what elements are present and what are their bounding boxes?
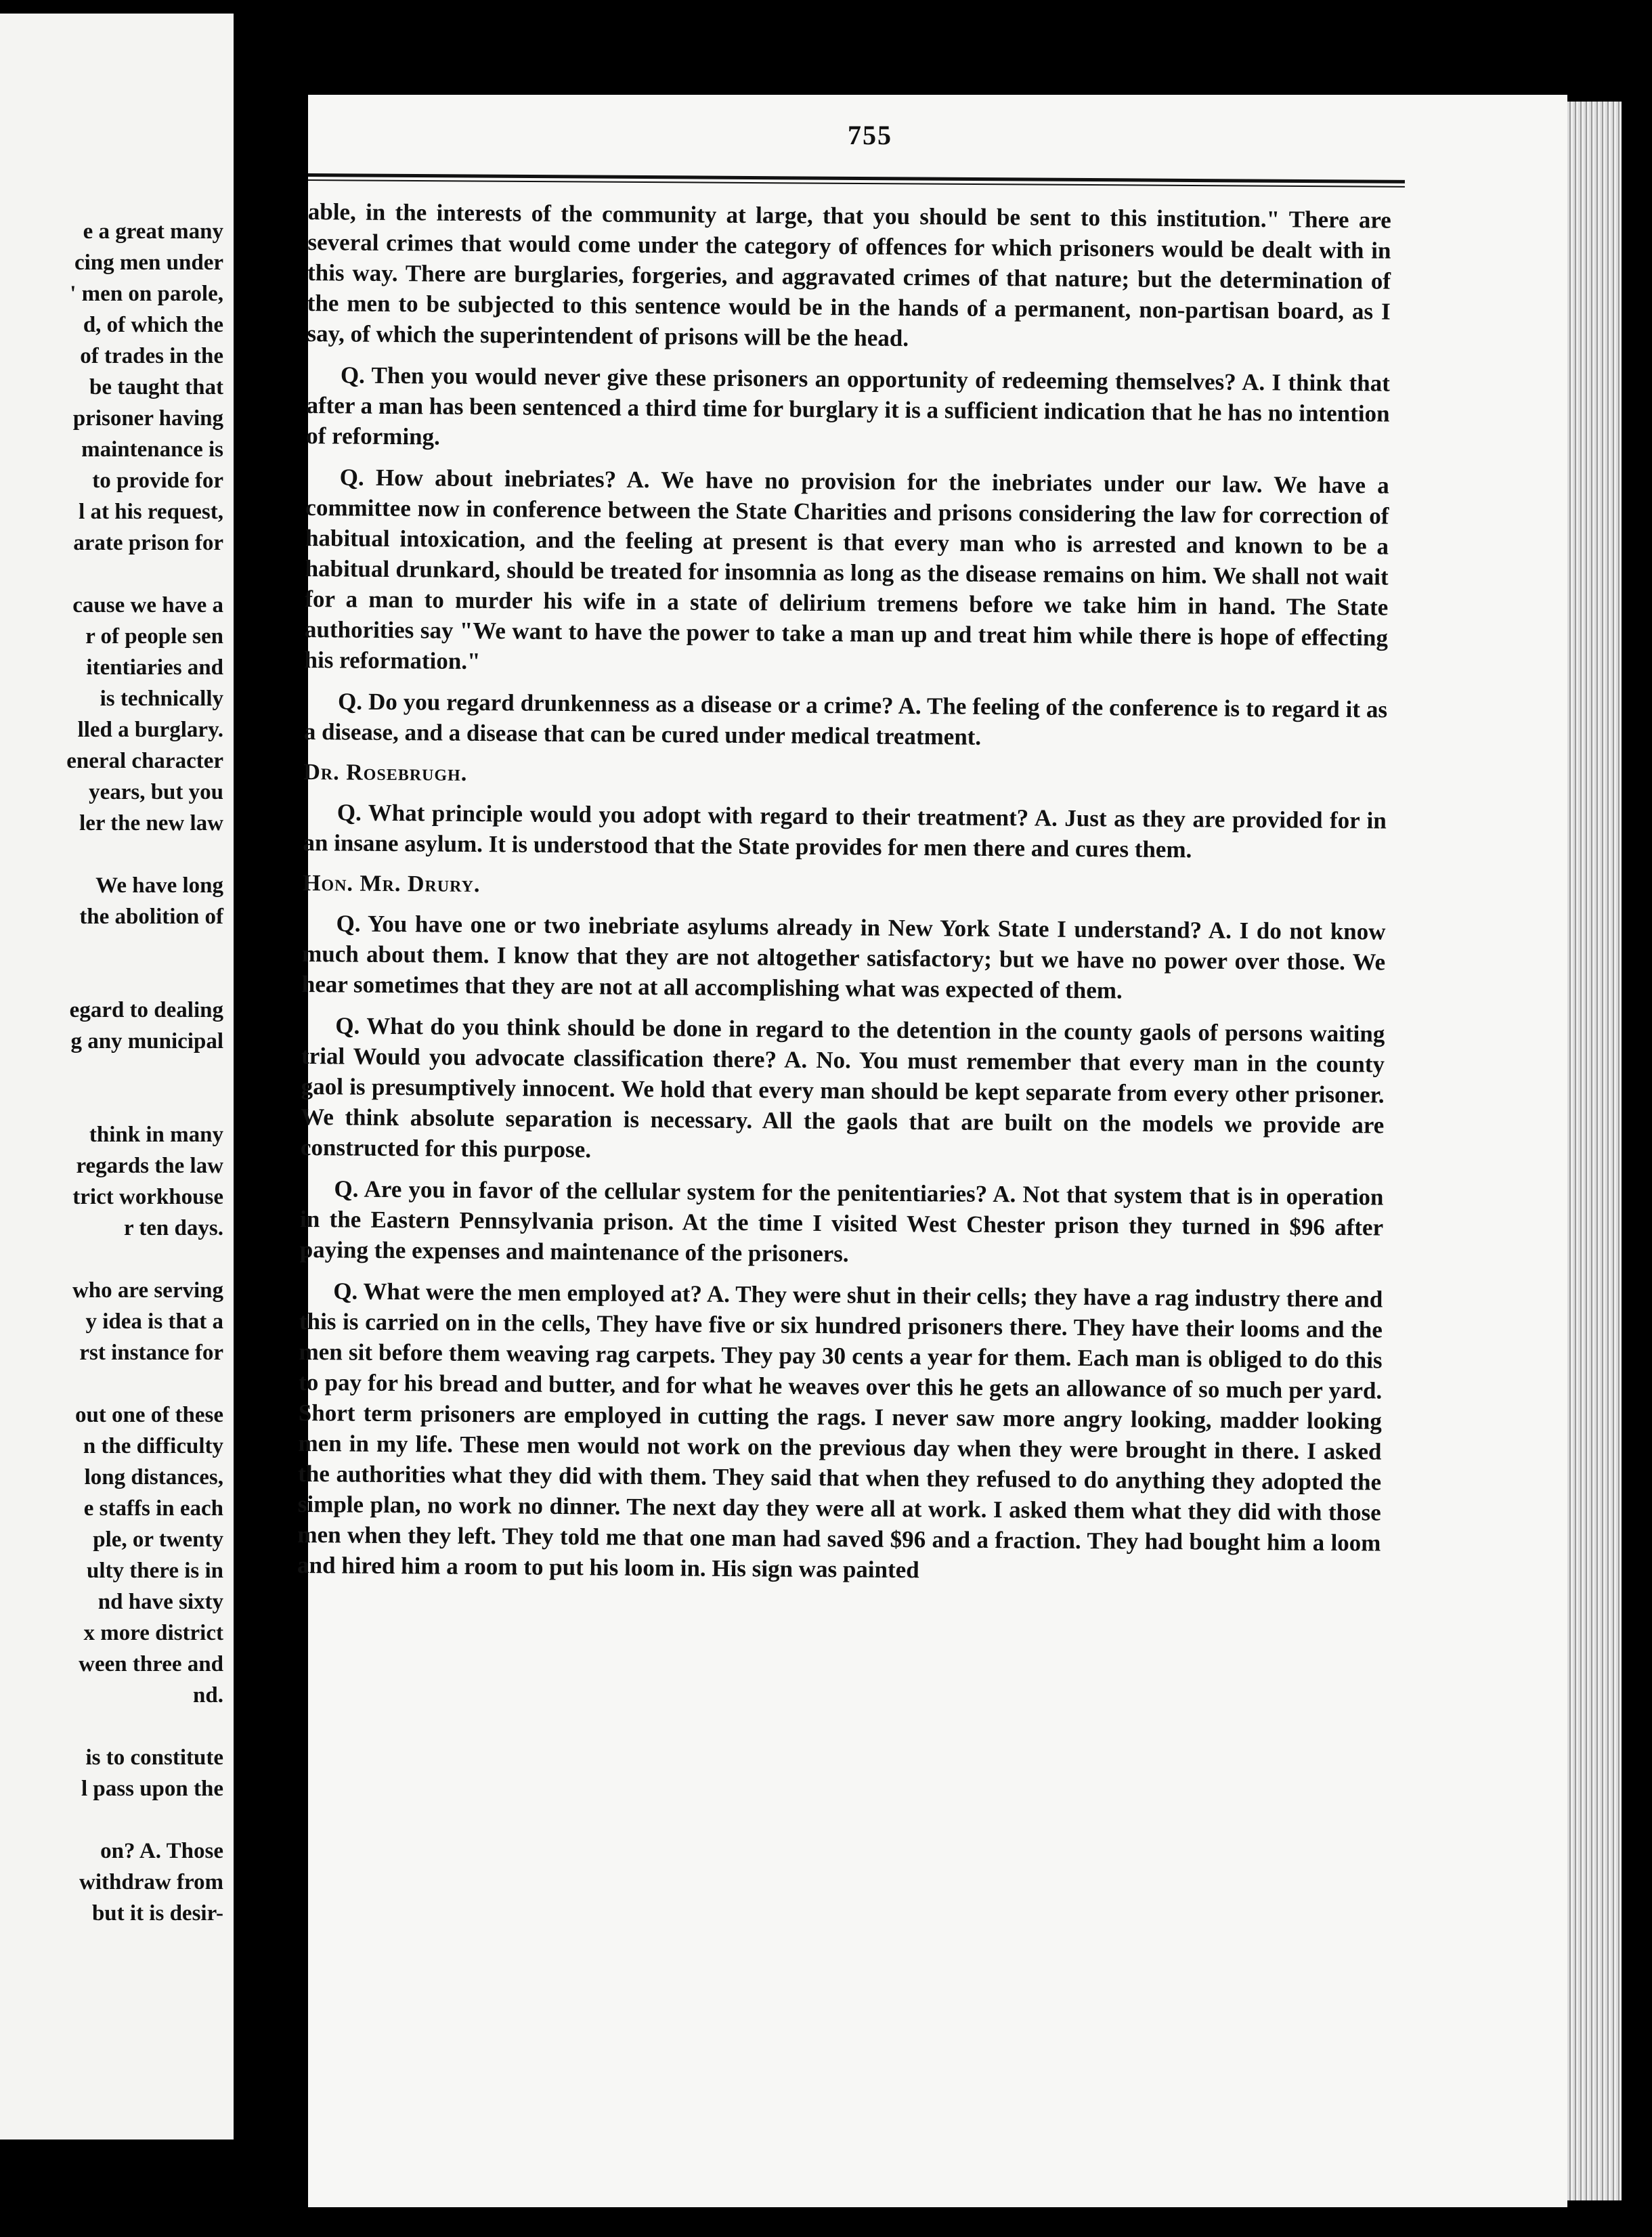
left-column-line: of trades in the	[80, 344, 223, 368]
left-column-line: out one of these	[74, 1403, 223, 1427]
left-column-line: d, of which the	[83, 313, 223, 337]
body-text	[297, 196, 1391, 1600]
paragraph: able, in the interests of the community at large, that you should be sent to this institution." There are several crimes that would come under the category of offences for which prisoners would be dealt with in this way. There are burglaries, forgeries, and aggravated crimes of that nature; but the determination of the men to be subjected to this sentence would be in the hands of a permanent, non-partisan board, as I say, of which the superintendent of prisons will be the head.	[307, 198, 1391, 351]
left-column-line: nd have sixty	[97, 1590, 223, 1614]
left-column-line: y idea is that a	[85, 1309, 223, 1334]
speaker-heading: Dr. Rosebrugh.	[303, 759, 468, 786]
left-column-line: We have long	[95, 873, 223, 898]
left-column-line: on? A. Those	[100, 1839, 223, 1863]
left-column-line: egard to dealing	[69, 998, 223, 1022]
left-column-line: ple, or twenty	[93, 1527, 223, 1552]
left-column-line: n the difficulty	[83, 1434, 223, 1458]
left-column-line: to provide for	[92, 469, 223, 493]
paragraph: Q. How about inebriates? A. We have no provision for the inebriates under our law. We have a committee now in conference between the State Charities and prisons considering the law for correction of habitual intoxication, and the feeling at present is that every man who is arrested and known to be a habitual drunkard, should be treated for insomnia as long as the disease remains on him. We shall not wait for a man to murder his wife in a state of delirium tremens before we take him in hand. The State authorities say "We want to have the power to take a man up and treat him while there is hope of effecting his reformation."	[304, 464, 1389, 675]
left-column-line: maintenance is	[81, 437, 223, 462]
left-column-line: l at his request,	[79, 500, 223, 524]
left-column-line: be taught that	[89, 375, 223, 399]
left-column-line: g any municipal	[70, 1029, 223, 1054]
left-column-line: ler the new law	[79, 811, 223, 835]
left-column-line: rst instance for	[79, 1341, 223, 1365]
left-column-line: nd.	[193, 1683, 223, 1708]
left-column-line: eneral character	[66, 749, 223, 773]
left-column-line: ulty there is in	[87, 1559, 223, 1583]
left-column-line: lled a burglary.	[77, 718, 223, 742]
left-column-line: cause we have a	[72, 593, 223, 617]
page-number: 755	[848, 120, 892, 150]
left-column-line: l pass upon the	[81, 1777, 223, 1801]
paragraph: Q. Do you regard drunkenness as a disease or a crime? A. The feeling of the conference is to regard it as a disease, and a disease that can be cured under medical treatment.	[303, 688, 1388, 750]
book-gutter	[234, 0, 308, 2237]
left-column-line: but it is desir-	[91, 1901, 223, 1926]
left-column-line: think in many	[89, 1123, 223, 1147]
speaker-heading: Hon. Mr. Drury.	[302, 870, 481, 898]
left-column-line: the abolition of	[79, 905, 223, 929]
left-column-line: long distances,	[84, 1465, 223, 1490]
left-column-line: trict workhouse	[72, 1185, 223, 1209]
left-column-line: r ten days.	[124, 1216, 223, 1240]
left-column-line: r of people sen	[85, 624, 223, 649]
left-page	[0, 14, 234, 2140]
left-column-line: ween three and	[79, 1652, 223, 1676]
left-column-line: withdraw from	[79, 1870, 223, 1894]
left-column-line: is to constitute	[85, 1745, 223, 1770]
left-column-line: x more district	[83, 1621, 223, 1645]
left-column-line: prisoner having	[72, 406, 223, 431]
paragraph: Q. You have one or two inebriate asylums already in New York State I understand? A. I do not know much about them. I know that they are not altogether satisfactory; but we have no power over those. We hear sometimes that they are not at all accomplishing what was expected of them.	[301, 910, 1386, 1004]
left-column-line: itentiaries and	[86, 655, 223, 680]
paragraph: Q. Are you in favor of the cellular system for the penitentiaries? A. Not that system that is in operation in the Eastern Pennsylvania prison. At the time I visited West Chester prison they turned in $96 after paying the expenses and maintenance of the prisoners.	[299, 1175, 1384, 1267]
paragraph: Q. What were the men employed at? A. They were shut in their cells; they have a rag industry there and this is carried on in the cells, They have five or six hundred prisoners there. They have their looms and the men sit before them weaving rag carpets. They pay 30 cents a year for them. Each man is obliged to do this to pay for his bread and butter, and for what he weaves over this he gets an allowance of so much per yard. Short term prisoners are employed in cutting the rags. I never saw more angry looking, madder looking men in my life. These men would not work on the previous day when they were brought in there. I asked the authorities what they did with them. They said that when they refused to do anything they adopted the simple plan, no work no dinner. The next day they were all at work. I asked them what they did with those men when they left. They told me that one man had saved $96 and a fraction. They had bought him a loom and hired him a room to put his loom in. His sign was painted	[297, 1278, 1383, 1584]
left-column-line: ' men on parole,	[70, 282, 223, 306]
left-column-line: arate prison for	[73, 531, 223, 555]
left-column-line: who are serving	[72, 1278, 223, 1303]
left-column-line: e a great many	[83, 219, 223, 244]
left-column-line: years, but you	[89, 780, 223, 804]
left-column-line: e staffs in each	[83, 1496, 223, 1521]
paragraph: Q. What principle would you adopt with regard to their treatment? A. Just as they are provided for in an insane asylum. It is understood that the State provides for men there and cures them.	[303, 799, 1387, 863]
left-column-line: regards the law	[76, 1154, 223, 1178]
paragraph: Q. What do you think should be done in regard to the detention in the county gaols of persons waiting trial Would you advocate classification there? A. No. You must remember that every man in the county gaol is presumptively innocent. We hold that every man should be kept separate from every other prisoner. We think absolute separation is necessary. All the gaols that are built on the models we provide are constructed for this purpose.	[300, 1012, 1385, 1163]
left-column-line: is technically	[100, 687, 223, 711]
left-column-line: cing men under	[74, 251, 223, 275]
page-edges	[1567, 102, 1622, 2200]
paragraph: Q. Then you would never give these prisoners an opportunity of redeeming themselves? A. I think that after a man has been sentenced a third time for burglary it is a sufficient indication that he has no intention of reforming.	[306, 362, 1391, 450]
